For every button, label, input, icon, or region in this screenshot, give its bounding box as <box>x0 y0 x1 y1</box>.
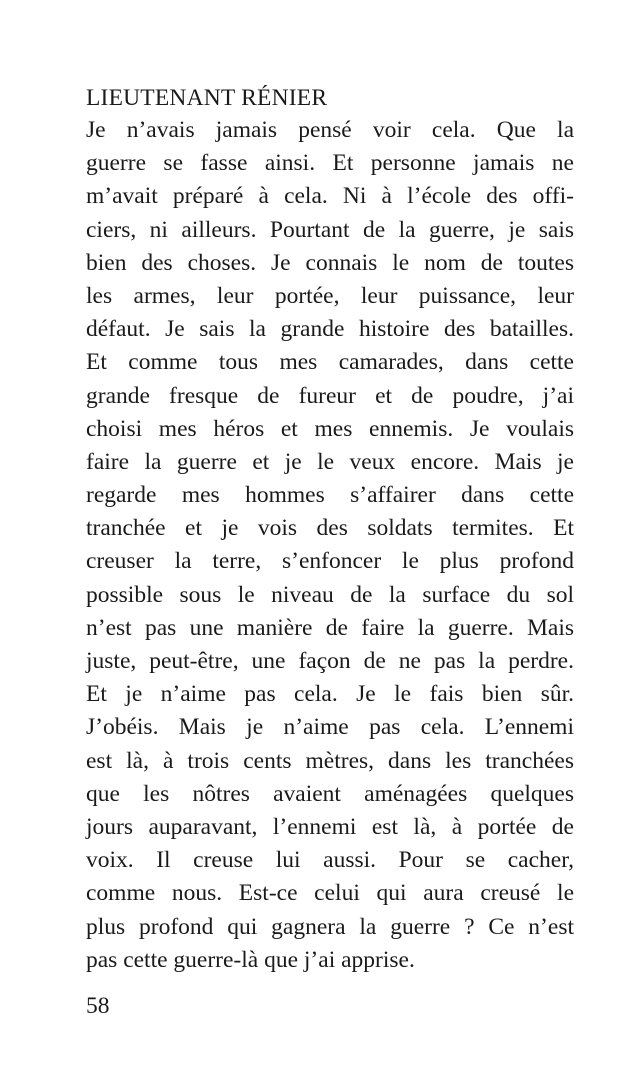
text-line: grande fresque de fureur et de poudre, j’ai <box>86 382 574 409</box>
text-line: plus profond qui gagnera la guerre ? Ce n’est <box>86 913 574 940</box>
monologue-text <box>86 114 574 977</box>
text-line: ciers, ni ailleurs. Pourtant de la guerre, je sais <box>86 216 574 243</box>
text-line: tranchée et je vois des soldats termites. Et <box>86 515 574 542</box>
text-line: J’obéis. Mais je n’aime pas cela. L’ennemi <box>86 714 574 741</box>
text-line: bien des choses. Je connais le nom de toutes <box>86 249 574 276</box>
text-line: juste, peut-être, une façon de ne pas la perdre. <box>86 648 574 674</box>
text-line: guerre se fasse ainsi. Et personne jamais ne <box>86 150 574 177</box>
text-line: Je n’avais jamais pensé voir cela. Que la <box>86 117 574 143</box>
text-line: voix. Il creuse lui aussi. Pour se cacher, <box>86 847 574 874</box>
text-line: creuser la terre, s’enfoncer le plus profond <box>86 548 574 575</box>
text-line: regarde mes hommes s’affairer dans cette <box>86 482 574 509</box>
text-line: jours auparavant, l’ennemi est là, à portée de <box>86 813 574 840</box>
text-line: pas cette guerre-là que j’ai apprise. <box>86 946 415 973</box>
text-line: choisi mes héros et mes ennemis. Je voulais <box>86 415 574 442</box>
text-line: faire la guerre et je le veux encore. Mais je <box>86 448 574 475</box>
page-number: 58 <box>86 993 110 1019</box>
text-line: défaut. Je sais la grande histoire des batailles. <box>86 316 574 343</box>
text-line: que les nôtres avaient aménagées quelques <box>86 780 574 807</box>
speaker-name: LIEUTENANT RÉNIER <box>86 85 328 111</box>
text-line: les armes, leur portée, leur puissance, leur <box>86 282 574 309</box>
text-line: Et comme tous mes camarades, dans cette <box>86 349 574 376</box>
text-line: comme nous. Est-ce celui qui aura creusé le <box>86 880 574 907</box>
text-line: Et je n’aime pas cela. Je le fais bien sûr. <box>86 681 574 708</box>
text-line: m’avait préparé à cela. Ni à l’école des offi- <box>86 183 574 210</box>
text-line: n’est pas une manière de faire la guerre. Mais <box>86 614 574 641</box>
text-line: possible sous le niveau de la surface du sol <box>86 581 574 608</box>
text-line: est là, à trois cents mètres, dans les tranchées <box>86 747 574 774</box>
